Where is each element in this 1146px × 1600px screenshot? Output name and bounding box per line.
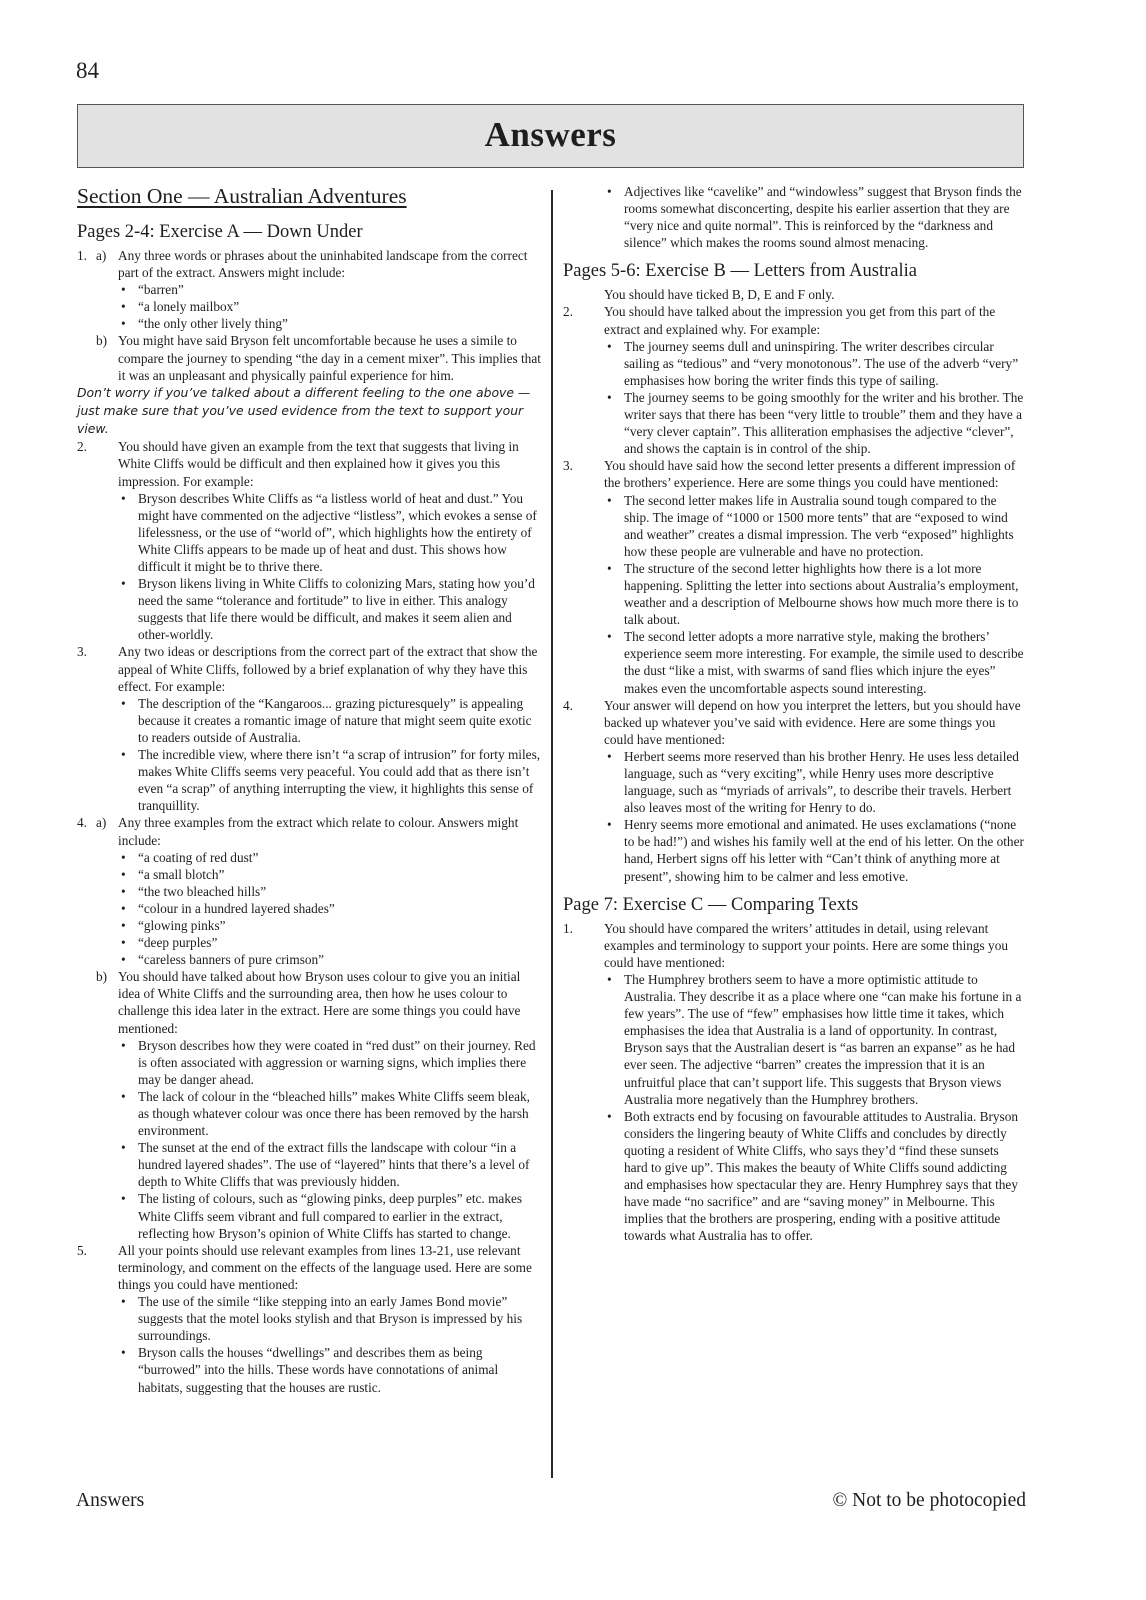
list-item: • “a coating of red dust”	[118, 849, 542, 866]
exercise-a-question-2	[77, 438, 542, 643]
list-item: • “a lonely mailbox”	[118, 298, 542, 315]
question-number: 2.	[563, 304, 573, 320]
list-item: • Bryson likens living in White Cliffs to colonizing Mars, stating how you’d need the same “tolerance and fortitude” to live in either. This analogy suggests that life there would be difficult, and makes it seem alien and other-worldly.	[118, 575, 542, 643]
exercise-b-question-1	[563, 286, 1025, 303]
banner-title: Answers	[484, 115, 617, 154]
list-item: • “glowing pinks”	[118, 917, 542, 934]
question-text: You should have talked about how Bryson uses colour to give you an initial idea of White Cliffs and the surrounding area, then how he uses colour to challenge this idea later in the extract. Here are some things you could have mentioned:	[118, 969, 521, 1036]
right-column	[563, 183, 1025, 1244]
exercise-a-question-3	[77, 643, 542, 814]
list-item: • “the two bleached hills”	[118, 883, 542, 900]
list-item: • Henry seems more emotional and animated. He uses exclamations (“none to be had!”) and wishes his family well at the end of his letter. On the other hand, Herbert signs off his letter with “Can’t think of anything more at present”, showing him to be calmer and less emotive.	[604, 816, 1025, 884]
question-part-b	[77, 332, 542, 383]
exercise-c-question-1	[563, 920, 1025, 1245]
list-item: • Bryson calls the houses “dwellings” and describes them as being “burrowed” into the hills. These words have connotations of animal habitats, suggesting that the houses are rustic.	[118, 1344, 542, 1395]
list-item: • Herbert seems more reserved than his brother Henry. He uses less detailed language, such as “very exciting”, while Henry uses more descriptive language, such as “myriads of arrivals”, to describe their travels. Herbert also leaves most of the writing for Henry to do.	[604, 748, 1025, 816]
answer-list	[604, 183, 1025, 251]
part-label: a)	[96, 248, 107, 263]
footer-label: Answers	[76, 1490, 145, 1511]
question-text: You should have given an example from the text that suggests that living in White Cliffs would be difficult and then explained how it gives you this impression. For example:	[118, 439, 519, 489]
list-item: • Adjectives like “cavelike” and “windowless” suggest that Bryson finds the rooms somewhat disconcerting, despite his earlier assertion that they are “very nice and quite normal”. This is reinforced by the “darkness and silence” which makes the rooms sound almost menacing.	[604, 183, 1025, 251]
question-text: You should have ticked B, D, E and F only.	[604, 287, 835, 303]
answer-list	[118, 281, 542, 332]
part-label: b)	[96, 969, 108, 985]
answer-list	[604, 338, 1025, 458]
exercise-a-question-4	[77, 814, 542, 1241]
list-item: • The second letter adopts a more narrative style, making the brothers’ experience seem more interesting. For example, the simile used to describe the dust “like a mist, with swarms of sand flies which injure the eyes” makes even the uncomfortable aspects sound interesting.	[604, 628, 1025, 696]
exercise-b-question-4	[563, 697, 1025, 885]
exercise-b-question-2	[563, 303, 1025, 457]
exercise-c-heading: Page 7: Exercise C — Comparing Texts	[563, 894, 859, 915]
exercise-a-heading: Pages 2-4: Exercise A — Down Under	[77, 222, 363, 242]
question-number: 2.	[77, 439, 87, 455]
part-label: a)	[96, 815, 107, 831]
question-text: You should have compared the writers’ attitudes in detail, using relevant examples and terminology to support your points. Here are some things you could have mentioned:	[604, 920, 1009, 970]
list-item: • The listing of colours, such as “glowing pinks, deep purples” etc. makes White Cliffs seem vibrant and full compared to earlier in the extract, reflecting how Bryson’s opinion of White Cliffs has started to change.	[118, 1190, 542, 1241]
tip-note: Don’t worry if you’ve talked about a different feeling to the one above — just make sure that you’ve used evidence from the text to support your view.	[77, 384, 531, 437]
answer-list	[118, 849, 542, 969]
answer-list	[118, 1037, 542, 1242]
list-item: • Both extracts end by focusing on favourable attitudes to Australia. Bryson considers the lingering beauty of White Cliffs and concludes by directly quoting a resident of White Cliffs, who says they’d “find these sunsets hard to give up”. This makes the beauty of White Cliffs sound addicting and emphasises how spectacular they are. Henry Humphrey says that they have made “no sacrifice” and are “saving money” in Melbourne. This implies that the brothers are prospering, ending with a positive attitude towards what Australia has to offer.	[604, 1108, 1025, 1245]
question-number: 4.	[563, 697, 573, 713]
list-item: • The sunset at the end of the extract fills the landscape with colour “in a hundred layered shades”. The use of “layered” hints that there’s a level of depth to White Cliffs that was previously hidden.	[118, 1139, 542, 1190]
question-number: 3.	[563, 458, 573, 474]
answers-banner	[77, 104, 1024, 168]
list-item: • The lack of colour in the “bleached hills” makes White Cliffs seem bleak, as though whatever colour was once there has been removed by the harsh environment.	[118, 1088, 542, 1139]
answer-list	[604, 748, 1025, 885]
copyright-notice: © Not to be photocopied	[832, 1490, 1026, 1511]
column-divider	[551, 190, 553, 1478]
answer-list	[118, 490, 542, 644]
left-column	[77, 183, 542, 1396]
answer-list	[604, 492, 1025, 697]
exercise-b-question-3	[563, 457, 1025, 696]
question-text: Your answer will depend on how you interpret the letters, but you should have backed up whatever you’ve said with evidence. Here are some things you could have mentioned:	[604, 697, 1021, 747]
question-number: 1.	[563, 920, 573, 936]
list-item: • “barren”	[118, 281, 542, 298]
list-item: • “a small blotch”	[118, 866, 542, 883]
exercise-a-question-1	[77, 247, 542, 384]
question-text: All your points should use relevant examples from lines 13-21, use relevant terminology, and comment on the effects of the language used. Here are some things you could have mentioned:	[118, 1242, 532, 1292]
question-number: 4.	[77, 815, 87, 831]
question-number: 5.	[77, 1242, 87, 1258]
question-text: Any three words or phrases about the uninhabited landscape from the correct part of the extract. Answers might include:	[118, 248, 528, 281]
question-part-a	[77, 247, 542, 332]
question-number: 1.	[77, 248, 87, 263]
list-item: • The second letter makes life in Australia sound tough compared to the ship. The image of “1000 or 1500 more tents” that are “exposed to wind and weather” creates a dismal impression. The verb “exposed” highlights how these people are vulnerable and have no protection.	[604, 492, 1025, 560]
question-part-b	[77, 968, 542, 1242]
exercise-a-question-5	[77, 1242, 542, 1396]
section-title: Section One — Australian Adventures	[77, 184, 407, 208]
list-item: • The incredible view, where there isn’t “a scrap of intrusion” for forty miles, makes White Cliffs seems very peaceful. You could add that as there isn’t even “a scrap” of anything interrupting the view, it highlights this sense of tranquillity.	[118, 746, 542, 814]
question-text: You should have talked about the impression you get from this part of the extract and explained why. For example:	[604, 304, 996, 337]
page-number: 84	[76, 58, 99, 83]
list-item: • The structure of the second letter highlights how there is a lot more happening. Splitting the letter into sections about Australia’s employment, weather and a description of Melbourne shows how much more there is to talk about.	[604, 560, 1025, 628]
list-item: • “deep purples”	[118, 934, 542, 951]
answer-list	[118, 1293, 542, 1396]
list-item: • Bryson describes how they were coated in “red dust” on their journey. Red is often associated with aggression or warning signs, which implies there may be danger ahead.	[118, 1037, 542, 1088]
question-text: Any three examples from the extract which relate to colour. Answers might include:	[118, 815, 519, 848]
list-item: • The description of the “Kangaroos... grazing picturesquely” is appealing because it creates a romantic image of nature that might seem quite exotic to readers outside of Australia.	[118, 695, 542, 746]
question-part-a	[77, 814, 542, 968]
answer-list	[604, 971, 1025, 1245]
part-label: b)	[96, 333, 108, 349]
list-item: • “the only other lively thing”	[118, 315, 542, 332]
list-item: • The use of the simile “like stepping into an early James Bond movie” suggests that the motel looks stylish and that Bryson is impressed by his surroundings.	[118, 1293, 542, 1344]
list-item: • The Humphrey brothers seem to have a more optimistic attitude to Australia. They describe it as a place where one “can make his fortune in a few years”. The use of “few” emphasises how little time it takes, which emphasises the idea that Australia is a land of opportunity. In contrast, Bryson says that the Australian desert is “as barren an expanse” as he had ever seen. The adjective “barren” creates the impression that it is an unfruitful place that can’t support life. This suggests that Bryson views Australia more negatively than the Humphrey brothers.	[604, 971, 1025, 1108]
exercise-b-heading: Pages 5-6: Exercise B — Letters from Australia	[563, 261, 917, 282]
list-item: • “colour in a hundred layered shades”	[118, 900, 542, 917]
exercise-a-question-5-continued	[563, 183, 1025, 251]
question-text: Any two ideas or descriptions from the correct part of the extract that show the appeal of White Cliffs, followed by a brief explanation of why they have this effect. For example:	[118, 644, 538, 694]
list-item: • The journey seems dull and uninspiring. The writer describes circular sailing as “tedious” and “very monotonous”. The use of the adverb “very” emphasises how boring the writer finds this type of sailing.	[604, 338, 1025, 389]
list-item: • The journey seems to be going smoothly for the writer and his brother. The writer says that there has been “very little to trouble” them and they have a “very clever captain”. This alliteration emphasises the adjective “clever”, and shows the captain is in control of the ship.	[604, 389, 1025, 457]
list-item: • “careless banners of pure crimson”	[118, 951, 542, 968]
question-text: You should have said how the second letter presents a different impression of the brothers’ experience. Here are some things you could have mentioned:	[604, 458, 1016, 491]
list-item: • Bryson describes White Cliffs as “a listless world of heat and dust.” You might have commented on the adjective “listless”, which evokes a sense of lifelessness, or the use of “world of”, which highlights how the entirety of White Cliffs appears to be made up of heat and dust. This shows how difficult it might be to thrive there.	[118, 490, 542, 575]
answer-list	[118, 695, 542, 815]
question-number: 3.	[77, 644, 87, 660]
question-text: You might have said Bryson felt uncomfortable because he uses a simile to compare the journey to spending “the day in a cement mixer”. This implies that it was an unpleasant and physically painful experience for him.	[118, 333, 541, 383]
